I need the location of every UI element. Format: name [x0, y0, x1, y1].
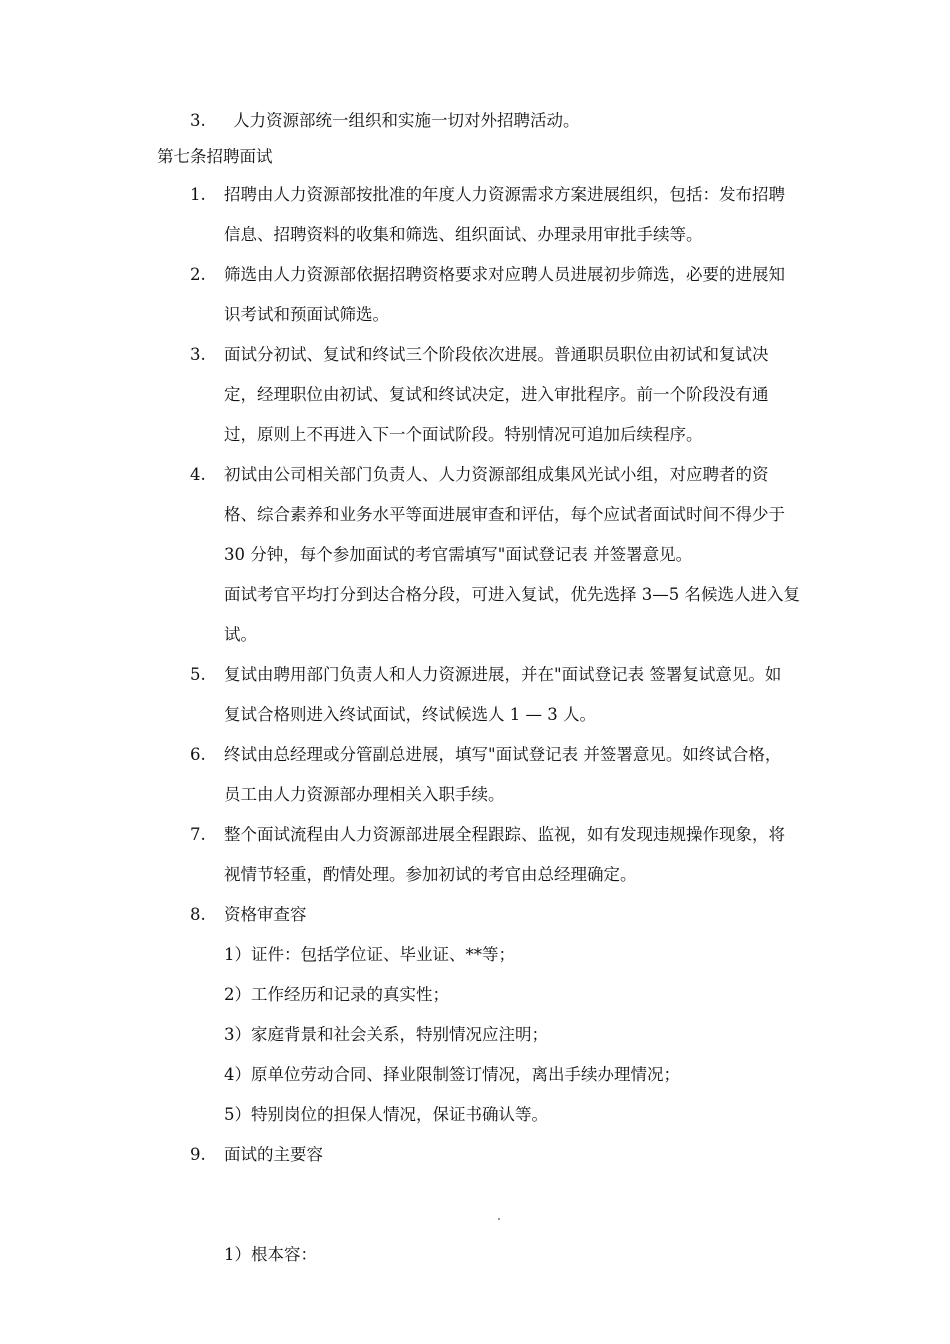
- list-item-text: 终试由总经理或分管副总进展，填写"面试登记表 并签署意见。如终试合格，: [224, 745, 782, 764]
- list-item-text: 过，原则上不再进入下一个面试阶段。特别情况可追加后续程序。: [224, 425, 703, 444]
- list-item-text: 筛选由人力资源部依据招聘资格要求对应聘人员进展初步筛选，必要的进展知: [224, 265, 785, 284]
- section-title: 第七条招聘面试: [157, 147, 273, 166]
- list-item-text: 初试由公司相关部门负责人、人力资源部组成集风光试小组，对应聘者的资: [224, 465, 769, 484]
- list-item-text: 招聘由人力资源部按批准的年度人力资源需求方案进展组织，包括：发布招聘: [224, 185, 785, 204]
- page-break-mark: [498, 1218, 500, 1220]
- list-item-text: 面试考官平均打分到达合格分段，可进入复试，优先选择 3—5 名候选人进入复: [224, 585, 800, 604]
- list-number: 6.: [190, 745, 206, 764]
- sub-item-text: 1）证件：包括学位证、毕业证、**等；: [224, 945, 515, 964]
- list-item-text: 格、综合素养和业务水平等面进展审查和评估，每个应试者面试时间不得少于: [224, 505, 785, 524]
- list-number: 2.: [190, 265, 206, 284]
- list-item-text: 信息、招聘资料的收集和筛选、组织面试、办理录用审批手续等。: [224, 225, 703, 244]
- list-number: 3.: [190, 111, 206, 130]
- list-item-text: 30 分钟，每个参加面试的考官需填写"面试登记表 并签署意见。: [224, 545, 693, 564]
- list-item-text: 复试合格则进入终试面试，终试候选人 1 — 3 人。: [224, 705, 596, 724]
- list-number: 5.: [190, 665, 206, 684]
- list-number: 8.: [190, 905, 206, 924]
- list-item-text: 资格审查容: [224, 905, 307, 924]
- list-item-text: 面试的主要容: [224, 1145, 323, 1164]
- sub-item-text: 5）特别岗位的担保人情况，保证书确认等。: [224, 1105, 548, 1124]
- list-number: 4.: [190, 465, 206, 484]
- list-item-text: 整个面试流程由人力资源部进展全程跟踪、监视，如有发现违规操作现象，将: [224, 825, 785, 844]
- list-number: 7.: [190, 825, 206, 844]
- sub-item-text: 3）家庭背景和社会关系，特别情况应注明；: [224, 1025, 548, 1044]
- list-item-text: 识考试和预面试筛选。: [224, 305, 389, 324]
- sub-item-text: 4）原单位劳动合同、择业限制签订情况，离出手续办理情况；: [224, 1065, 680, 1084]
- list-item-text: 试。: [224, 625, 257, 644]
- sub-item-text: 1）根本容：: [224, 1245, 317, 1264]
- list-item-text: 员工由人力资源部办理相关入职手续。: [224, 785, 505, 804]
- list-item-text: 视情节轻重，酌情处理。参加初试的考官由总经理确定。: [224, 865, 637, 884]
- list-number: 1.: [190, 185, 206, 204]
- list-number: 3.: [190, 345, 206, 364]
- list-item-text: 复试由聘用部门负责人和人力资源进展，并在"面试登记表 签署复试意见。如: [224, 665, 782, 684]
- list-item-text: 面试分初试、复试和终试三个阶段依次进展。普通职员职位由初试和复试决: [224, 345, 769, 364]
- list-item-text: 定，经理职位由初试、复试和终试决定，进入审批程序。前一个阶段没有通: [224, 385, 769, 404]
- sub-item-text: 2）工作经历和记录的真实性；: [224, 985, 449, 1004]
- list-number: 9.: [190, 1145, 206, 1164]
- list-item-text: 人力资源部统一组织和实施一切对外招聘活动。: [233, 111, 580, 130]
